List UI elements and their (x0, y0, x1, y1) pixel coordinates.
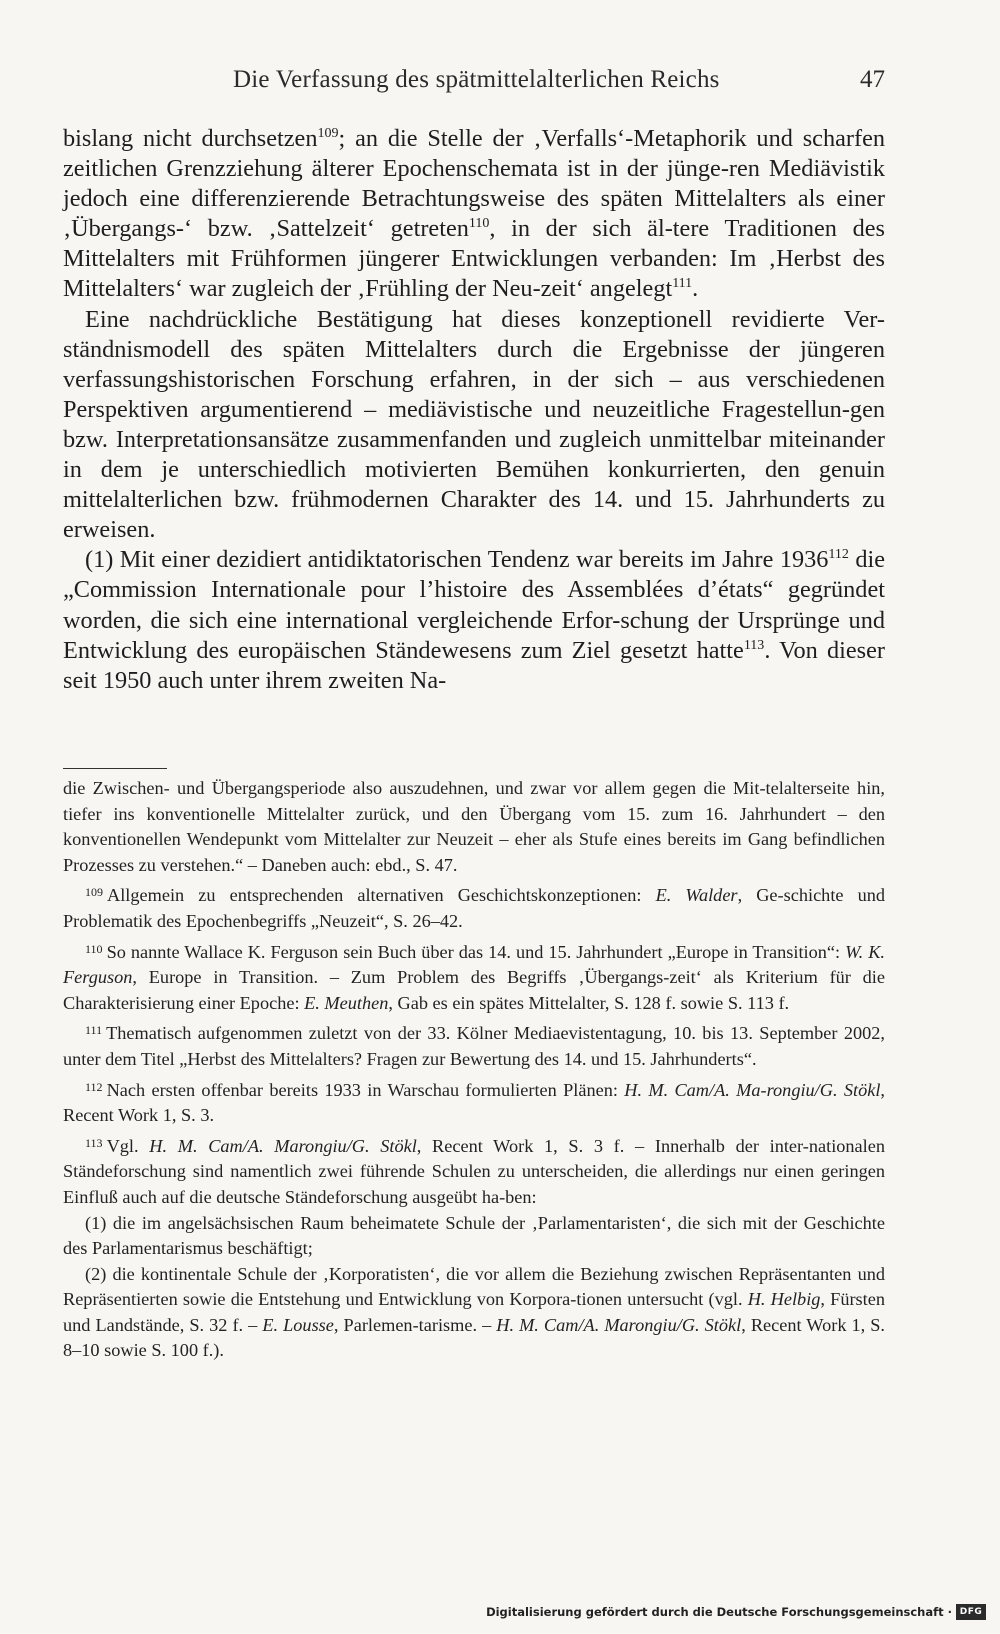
footnote-ref-112: 112 (828, 547, 849, 563)
main-text (63, 124, 885, 696)
author-name: H. M. Cam/A. Marongiu/G. Stökl (149, 1135, 417, 1156)
digitization-credit (486, 1602, 986, 1622)
footnote-109: $^{109}$ Allgemein zu entsprechenden alternativen Geschichtskonzeptionen: E. Walder, Ge-schichte und Problematik des Epochenbegriffs „Neuzeit“, S. 26–42. (63, 885, 886, 931)
footnote-number: 111 (85, 1023, 103, 1038)
footnote-110: $^{110}$ So nannte Wallace K. Ferguson sein Buch über das 14. und 15. Jahrhundert „Europe in Transition“: W. K. Ferguson, Europe in Transition. – Zum Problem des Begriffs ‚Übergangs-zeit‘ als Kriterium für die Charakterisierung einer Epoche: E. Meuthen, Gab es ein spätes Mittelalter, S. 128 f. sowie S. 113 f. (63, 941, 885, 1013)
footnote-continuation: die Zwischen- und Übergangsperiode also auszudehnen, und zwar vor allem gegen die Mit-telalterseite hin, tiefer ins konventionelle Mittelalter zurück, und den Übergang vom 15. zum 16. Jahrhundert – den konventionellen Wendepunkt vom Mittelalter zur Neuzeit – eher als Stufe eines bereits im Gang befindlichen Prozesses zu verstehen.“ – Daneben auch: ebd., S. 47. (63, 778, 885, 875)
author-name: W. K. Ferguson (63, 941, 885, 988)
footnote-113-item-2: (2) die kontinentale Schule der ‚Korporatisten‘, die vor allem die Beziehung zwischen Repräsentanten und Repräsentierten sowie die Entstehung und Entwicklung von Korpora-tionen untersucht (vgl. H. Helbig, Fürsten und Landstände, S. 32 f. – E. Lousse, Parlemen-tarisme. – H. M. Cam/A. Marongiu/G. Stökl, Recent Work 1, S. 8–10 sowie S. 100 f.). (63, 1263, 885, 1361)
running-head (63, 66, 885, 100)
footnote-number: 113 (85, 1135, 103, 1150)
paragraph-3: (1) Mit einer dezidiert antidiktatorischen Tendenz war bereits im Jahre 1936$^{112}$ die „Commission Internationale pour l’histoire des Assemblées d’états“ gegründet worden, die sich eine international vergleichende Erfor-schung der Ursprünge und Entwicklung des europäischen Ständewesens zum Ziel gesetzt hatte$^{113}$. Von dieser seit 1950 auch unter ihrem zweiten Na- (63, 546, 886, 694)
footnote-112: $^{112}$ Nach ersten offenbar bereits 1933 in Warschau formulierten Plänen: H. M. Cam/A. Ma-rongiu/G. Stökl, Recent Work 1, S. 3. (63, 1079, 885, 1126)
footnote-113-item-1: (1) die im angelsächsischen Raum beheimatete Schule der ‚Parlamentaristen‘, die sich mit der Geschichte des Parlamentarismus beschäftigt; (63, 1212, 885, 1259)
paragraph-2: Eine nachdrückliche Bestätigung hat dieses konzeptionell revidierte Ver-ständnismodell des späten Mittelalters durch die Ergebnisse der jüngeren verfassungshistorischen Forschung erfahren, in der sich – aus verschiedenen Perspektiven argumentierend – mediävistische und neuzeitliche Fragestellun-gen bzw. Interpretationsansätze zusammenfanden und zugleich unmittelbar miteinander in dem je unterschiedlich motivierten Bemühen konkurrierten, den genuin mittelalterlichen bzw. frühmodernen Charakter des 14. und 15. Jahrhunderts zu erweisen. (63, 305, 885, 544)
author-name: H. M. Cam/A. Ma-rongiu/G. Stökl (624, 1079, 881, 1100)
footnote-separator (63, 768, 167, 769)
author-name: E. Meuthen (304, 992, 389, 1013)
credit-text: Digitalisierung gefördert durch die Deutsche Forschungsgemeinschaft · (486, 1605, 952, 1619)
footnote-number: 112 (85, 1079, 103, 1094)
paragraph-1: bislang nicht durchsetzen$^{109}$; an die Stelle der ‚Verfalls‘-Metaphorik und scharfen zeitlichen Grenzziehung älterer Epochenschemata ist in der jünge-ren Mediävistik jedoch eine differenzierende Betrachtungsweise des späten Mittelalters als einer ‚Übergangs-‘ bzw. ‚Sattelzeit‘ getreten$^{110}$, in der sich äl-tere Traditionen des Mittelalters mit Frühformen jüngerer Entwicklungen verbanden: Im ‚Herbst des Mittelalters‘ war zugleich der ‚Frühling der Neu-zeit‘ angelegt$^{111}$. (63, 125, 885, 303)
author-name: H. Helbig (747, 1289, 821, 1310)
footnote-number: 109 (85, 885, 103, 900)
footnote-ref-113: 113 (743, 637, 765, 653)
author-name: H. M. Cam/A. Marongiu/G. Stökl (496, 1314, 742, 1335)
footnote-113: $^{113}$ Vgl. H. M. Cam/A. Marongiu/G. Stökl, Recent Work 1, S. 3 f. – Innerhalb der inter-nationalen Ständeforschung sind namentlich zwei führende Schulen zu unterscheiden, die allerdings nur einen geringen Einfluß auch auf die deutsche Ständeforschung ausgeübt ha-ben: (63, 1135, 886, 1207)
footnote-ref-110: 110 (468, 216, 490, 232)
page-number: 47 (860, 66, 885, 93)
footnote-number: 110 (85, 941, 103, 956)
footnote-ref-111: 111 (672, 276, 693, 292)
dfg-logo-icon: DFG (956, 1604, 986, 1620)
footnote-111: $^{111}$ Thematisch aufgenommen zuletzt von der 33. Kölner Mediaevistentagung, 10. bis 13. September 2002, unter dem Titel „Herbst des Mittelalters? Fragen zur Bewertung des 14. und 15. Jahrhunderts“. (63, 1023, 885, 1069)
footnote-ref-109: 109 (317, 126, 339, 141)
running-title: Die Verfassung des spätmittelalterlichen Reichs (233, 66, 720, 93)
author-name: E. Walder (655, 885, 738, 906)
author-name: E. Lousse (262, 1314, 334, 1335)
footnotes (63, 776, 885, 1364)
